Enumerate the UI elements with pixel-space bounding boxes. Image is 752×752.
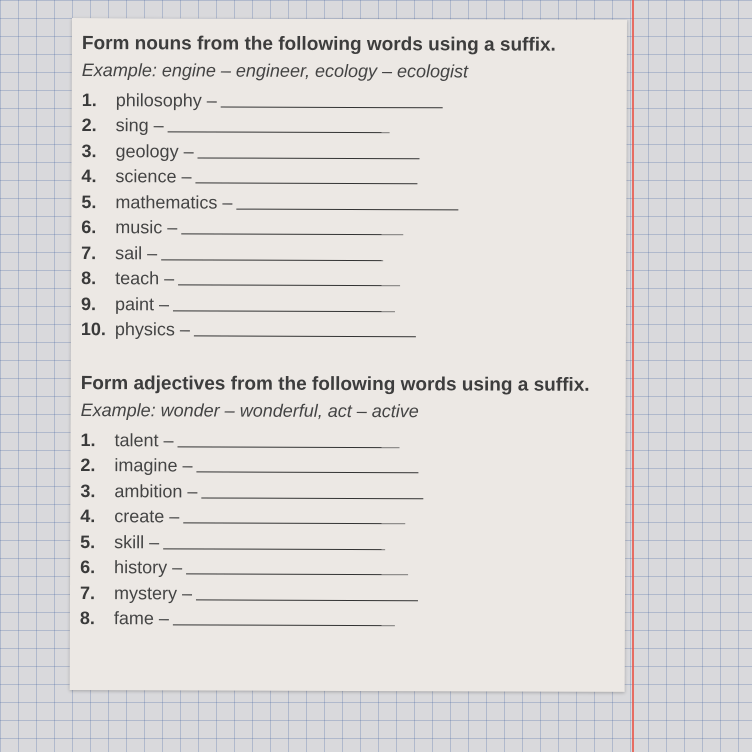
item-number: 1. [80,429,96,450]
list-item [81,136,618,163]
item-number: 3. [81,140,97,161]
item-word: history – [114,557,183,578]
list-item [80,578,617,605]
list-item [81,264,618,291]
answer-blank[interactable] [221,106,443,108]
list-item [81,238,618,265]
answer-blank[interactable] [186,573,408,575]
nouns-list [81,85,619,342]
item-word: ambition – [114,480,198,501]
item-number: 2. [81,115,97,136]
list-item [81,213,618,240]
answer-blank[interactable] [194,335,416,337]
item-word: teach – [115,268,175,289]
nouns-exercise [81,32,619,342]
item-number: 9. [80,293,97,314]
item-number: 3. [80,480,96,501]
item-word: mystery – [113,582,193,603]
item-number: 4. [80,506,96,527]
item-word: talent – [114,429,174,450]
item-number: 7. [79,582,96,603]
item-word: imagine – [114,455,193,476]
list-item [81,289,618,316]
answer-blank[interactable] [196,471,418,473]
list-item [80,604,617,631]
item-number: 1. [81,89,97,110]
list-item [80,553,617,580]
answer-blank[interactable] [161,259,383,261]
answer-blank[interactable] [178,446,400,448]
item-word: geology – [115,140,194,161]
item-number: 5. [80,531,96,552]
item-word: sail – [115,242,158,263]
item-word: create – [114,506,180,527]
list-item [81,162,618,189]
answer-blank[interactable] [181,233,403,235]
item-number: 10. [80,319,106,340]
adjectives-list [80,425,618,631]
item-word: philosophy – [115,89,217,111]
answer-blank[interactable] [173,310,395,312]
list-item [81,187,618,214]
item-number: 2. [80,455,96,476]
worksheet [70,18,627,692]
answer-blank[interactable] [173,624,395,626]
answer-blank[interactable] [196,599,418,601]
answer-blank[interactable] [195,182,417,184]
list-item [80,451,617,478]
list-item [80,425,617,452]
list-item [80,476,617,503]
item-number: 8. [79,608,95,629]
answer-blank[interactable] [178,284,400,286]
item-number: 7. [81,242,97,263]
adjectives-exercise [80,372,618,631]
item-word: mathematics – [115,191,233,213]
notebook-margin-line [632,0,634,752]
answer-blank[interactable] [201,497,423,499]
item-number: 6. [80,557,96,578]
item-number: 4. [81,166,97,187]
item-word: paint – [114,293,170,314]
adjectives-heading: Form adjectives from the following words using a suffix. [80,373,590,396]
answer-blank[interactable] [163,548,385,550]
item-word: science – [115,166,192,187]
item-word: skill – [114,531,160,552]
answer-blank[interactable] [198,157,420,159]
item-word: sing – [115,115,164,136]
list-item [80,502,617,529]
list-item [80,527,617,554]
item-word: music – [115,217,178,238]
nouns-heading: Form nouns from the following words using a suffix. [81,33,556,56]
item-word: physics – [114,319,190,340]
item-word: fame – [113,608,169,629]
item-number: 6. [81,217,97,238]
adjectives-example: Example: wonder – wonderful, act – active [80,400,419,422]
nouns-example: Example: engine – engineer, ecology – ecologist [81,60,469,82]
answer-blank[interactable] [168,131,390,133]
item-number: 5. [81,191,97,212]
answer-blank[interactable] [236,208,458,210]
list-item [82,85,619,112]
answer-blank[interactable] [183,522,405,524]
item-number: 8. [81,268,97,289]
list-item [82,111,619,138]
list-item [81,315,618,342]
